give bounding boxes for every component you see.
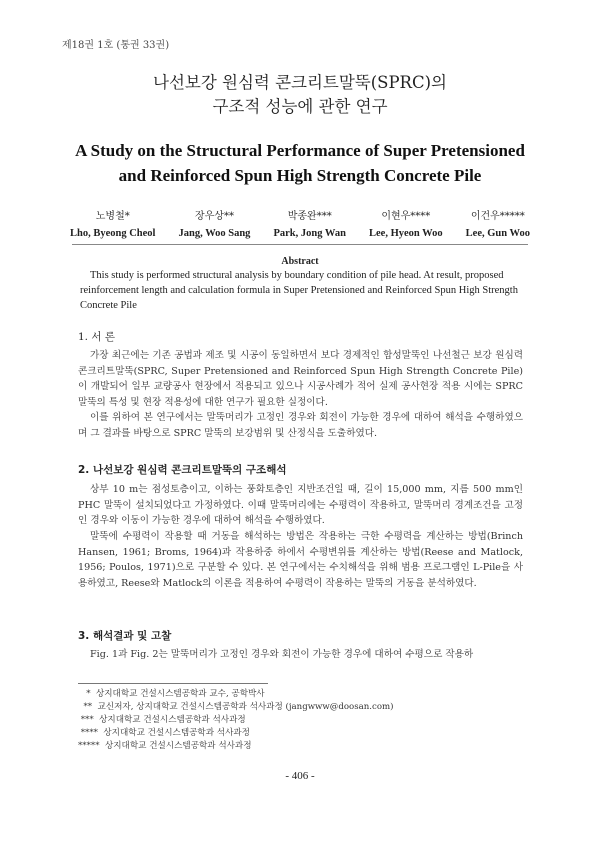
author-name-kr: 이현우****: [381, 211, 431, 222]
footnote-divider: [78, 683, 268, 684]
author-divider: [72, 244, 528, 245]
author-name-en: Lho, Byeong Cheol: [70, 228, 156, 239]
korean-title-line-1: 나선보강 원심력 콘크리트말뚝(SPRC)의: [153, 73, 447, 92]
footnote: *** 상지대학교 건설시스템공학과 석사과정: [78, 715, 246, 725]
abstract-text: This study is performed structural analysis by boundary condition of pile head. At result, proposed reinforcement length and calculation formula in Super Pretensioned and Reinforced Spun High Strength Concrete Pile: [80, 270, 518, 311]
english-title-line-1: A Study on the Structural Performance of Super Pretensioned: [75, 141, 525, 160]
paragraph: 상부 10 m는 점성토층이고, 이하는 풍화토층인 지반조건일 때, 길이 15,000 mm, 지름 500 mm인 PHC 말뚝이 설치되었다고 가정하였다. 이때 말뚝머리에는 수평력이 작용하고, 말뚝머리 경계조건을 고정인 경우와 이동이 가능한 경우에 대하여 해석을 수행하였다.: [78, 484, 523, 526]
footnote: **** 상지대학교 건설시스템공학과 석사과정: [78, 728, 250, 738]
footnote: * 상지대학교 건설시스템공학과 교수, 공학박사: [78, 689, 265, 699]
paragraph: 말뚝에 수평력이 작용할 때 거동을 해석하는 방법은 작용하는 극한 수평력을 계산하는 방법(Brinch Hansen, 1961; Broms, 1964)과 작용하중 하에서 수평변위를 계산하는 방법(Reese and Matlock, 1956; Poulos, 1971)으로 구분할 수 있다. 본 연구에서는 수치해석을 위해 범용 프로그램인 L-Pile을 사용하였고, Reese와 Matlock의 이론을 적용하여 수평력이 작용하는 말뚝의 거동을 분석하였다.: [78, 531, 523, 589]
korean-title-line-2: 구조적 성능에 관한 연구: [212, 97, 388, 116]
footnote: ***** 상지대학교 건설시스템공학과 석사과정: [78, 741, 252, 751]
paragraph: 이를 위하여 본 연구에서는 말뚝머리가 고정인 경우와 회전이 가능한 경우에 대하여 해석을 수행하였으며 그 결과를 바탕으로 SPRC 말뚝의 보강범위 및 산정식을 도출하였다.: [78, 412, 523, 439]
english-title-line-2: and Reinforced Spun High Strength Concrete Pile: [118, 166, 482, 185]
author-name-kr: 이건우*****: [470, 211, 525, 222]
author-name-kr: 박종완***: [287, 211, 332, 222]
author-list: [70, 208, 530, 242]
author-name-kr: 장우상**: [194, 211, 234, 222]
section-heading-analysis: 2. 나선보강 원심력 콘크리트말뚝의 구조해석: [78, 464, 287, 476]
abstract-heading: Abstract: [281, 256, 319, 267]
paragraph: Fig. 1과 Fig. 2는 말뚝머리가 고정인 경우와 회전이 가능한 경우에 대하여 수평으로 작용하: [90, 649, 474, 660]
author-name-kr: 노병철*: [95, 211, 130, 222]
author: [179, 208, 251, 242]
journal-volume-header: 제18권 1호 (통권 33권): [62, 40, 170, 51]
paragraph: 가장 최근에는 기존 공법과 제조 및 시공이 동일하면서 보다 경제적인 합성말뚝인 나선철근 보강 원심력 콘크리트말뚝(SPRC, Super Pretensioned and Reinforced Spun High Strength Concrete Pile)이 개발되어 일부 교량공사 현장에서 적용되고 있으나 시공사례가 적어 실제 공사현장 적용 시에는 SPRC 말뚝의 특성 및 현장 적용성에 대한 연구가 필요한 실정이다.: [78, 350, 523, 408]
footnote: ** 교신저자, 상지대학교 건설시스템공학과 석사과정 (jangwww@doosan.com): [78, 702, 394, 712]
author-name-en: Jang, Woo Sang: [178, 228, 251, 239]
author: [466, 208, 530, 242]
author-name-en: Lee, Hyeon Woo: [369, 228, 443, 239]
section-heading-results: 3. 해석결과 및 고찰: [78, 630, 172, 642]
author: [70, 208, 155, 242]
author-name-en: Park, Jong Wan: [273, 228, 346, 239]
author-name-en: Lee, Gun Woo: [465, 228, 530, 239]
author: [273, 208, 345, 242]
author: [369, 208, 443, 242]
page-number: - 406 -: [285, 770, 315, 782]
section-heading-introduction: 1. 서 론: [78, 331, 115, 343]
